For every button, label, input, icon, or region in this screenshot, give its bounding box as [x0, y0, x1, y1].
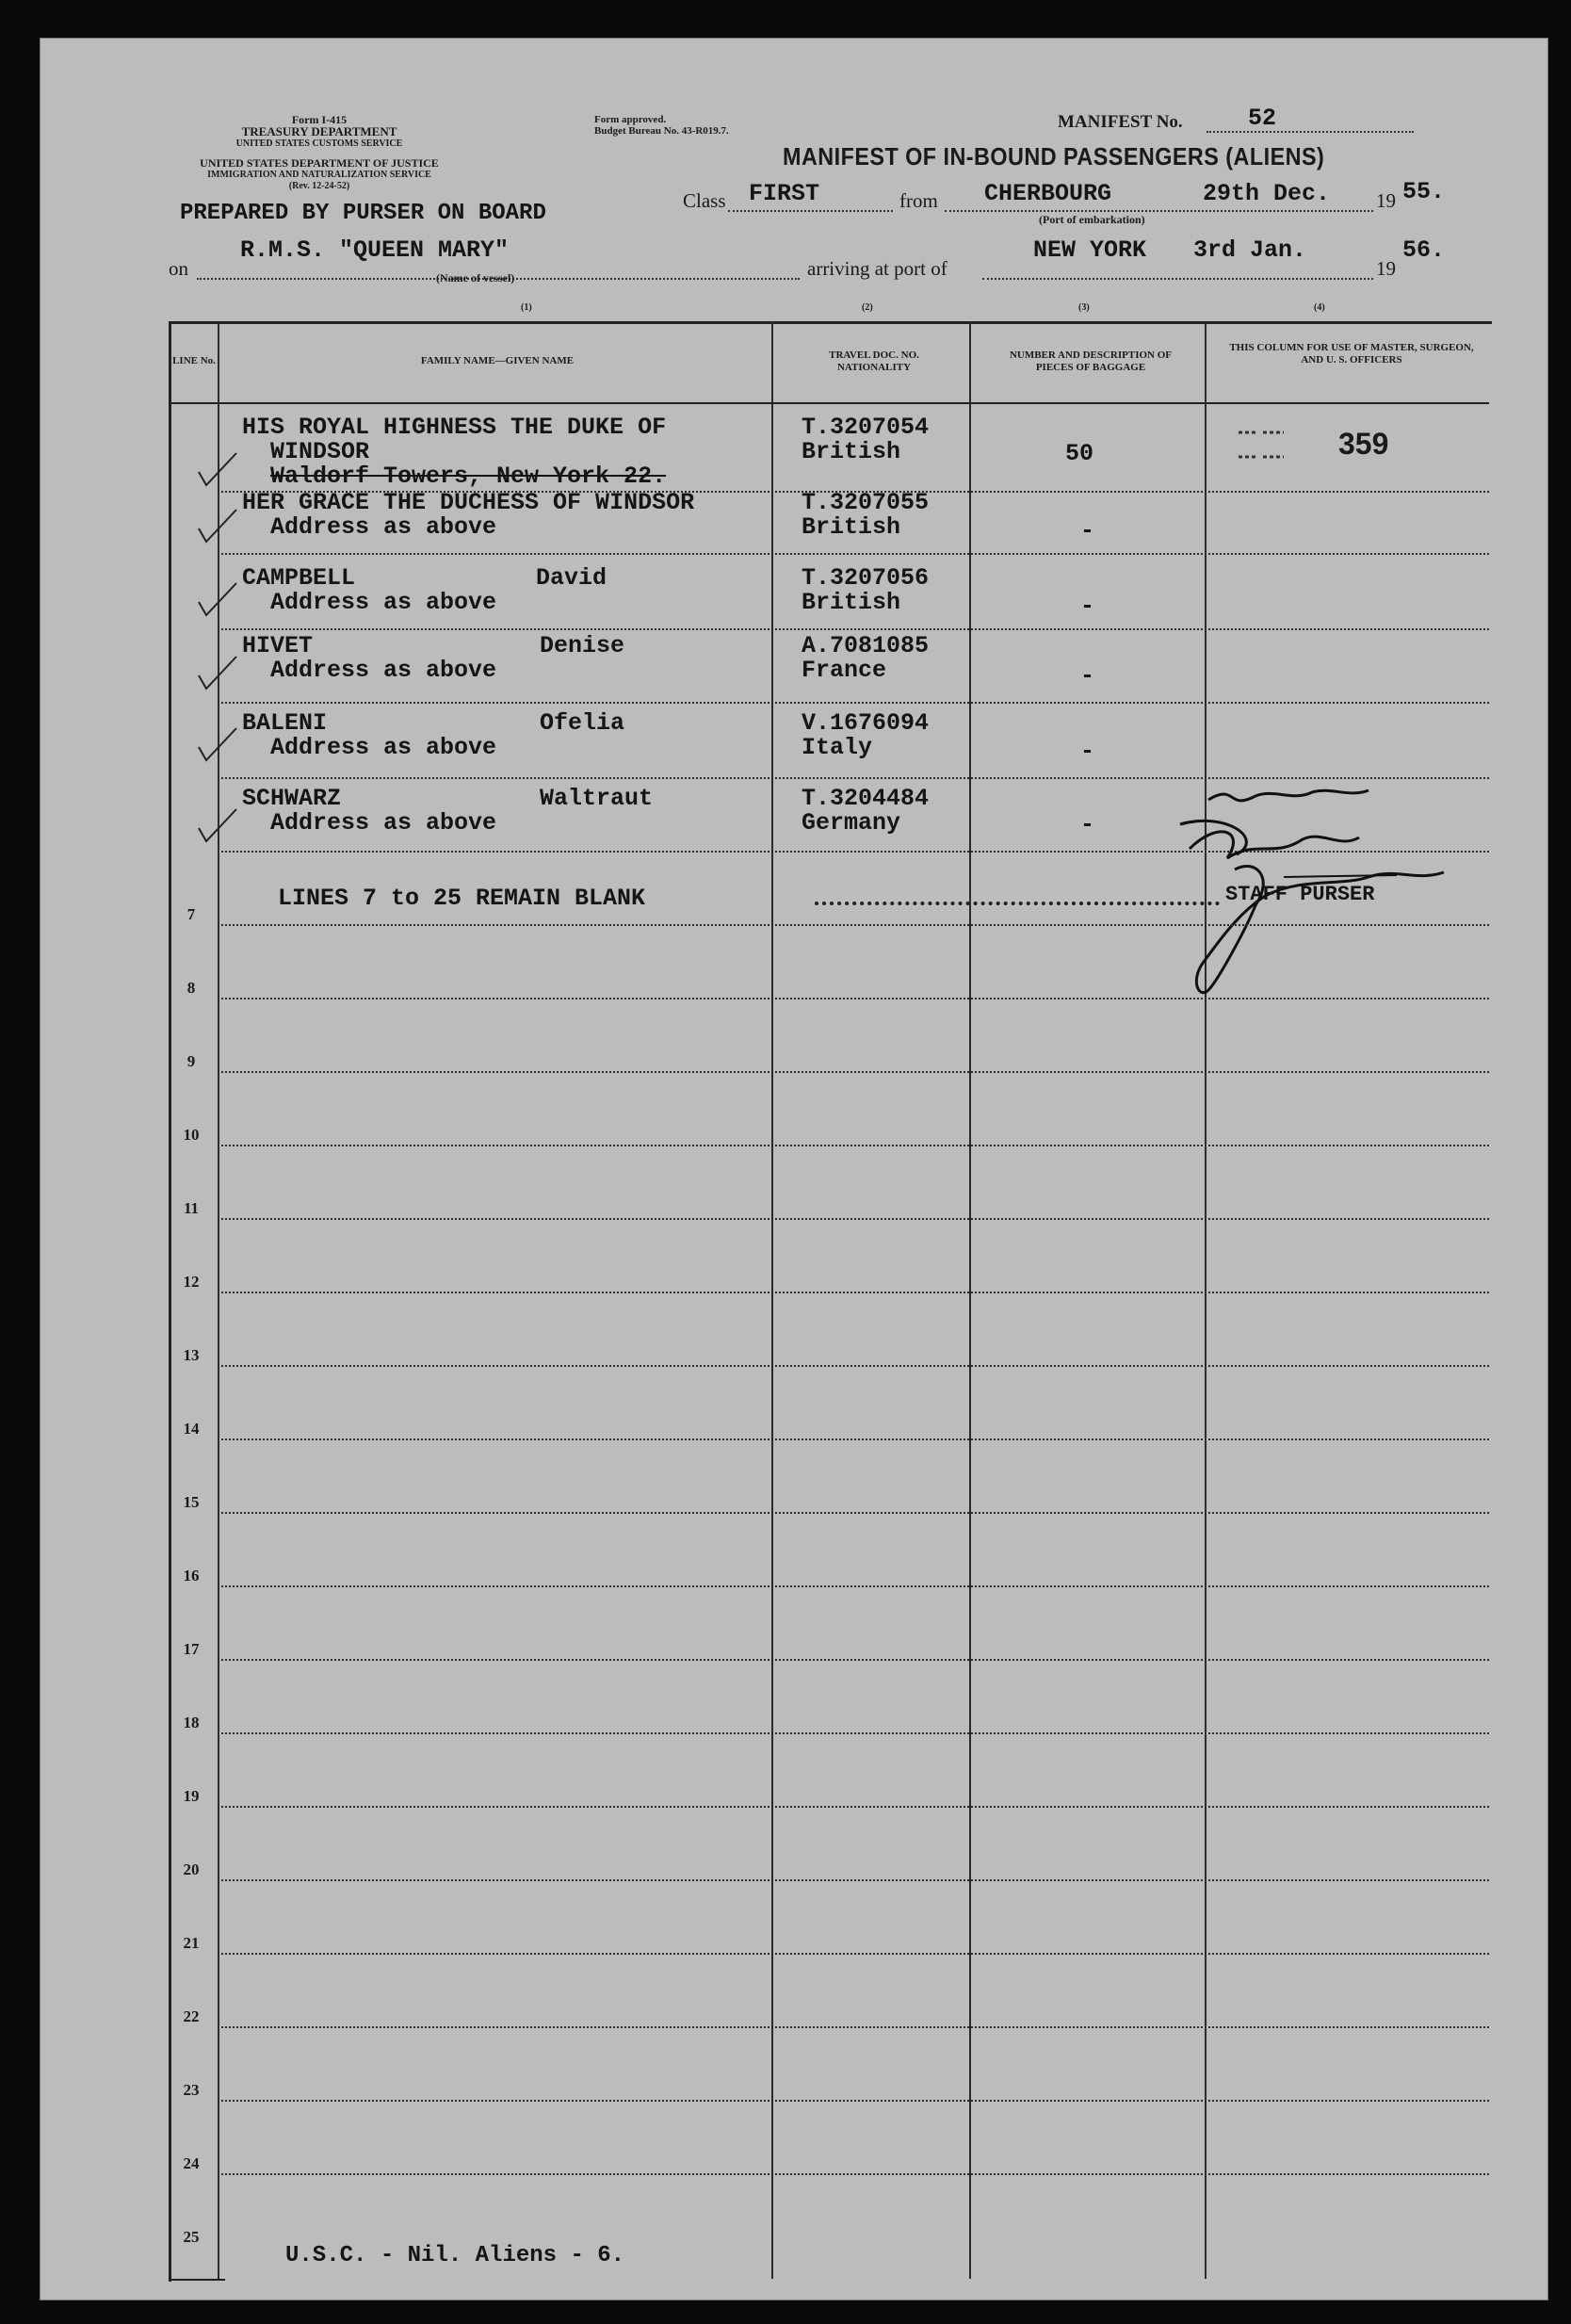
travel-doc-number: T.3204484	[802, 785, 930, 812]
baggage-count: -	[1080, 593, 1095, 620]
lines-blank-note: LINES 7 to 25 REMAIN BLANK	[278, 885, 646, 912]
passenger-address: Address as above	[270, 589, 497, 616]
vessel-name: R.M.S. "QUEEN MARY"	[240, 236, 510, 264]
footer-note: U.S.C. - Nil. Aliens - 6.	[285, 2243, 625, 2268]
from-label: from	[899, 189, 938, 212]
revision-date: (Rev. 12-24-52)	[288, 181, 350, 191]
baggage-count: -	[1080, 517, 1095, 544]
line-number: 17	[183, 1640, 200, 1658]
from-date: 29th Dec.	[1203, 180, 1331, 207]
passenger-family-name: BALENI	[242, 709, 328, 737]
line-number: 9	[186, 1052, 196, 1070]
staff-purser-label: STAFF PURSER	[1225, 883, 1375, 906]
manifest-number: 52	[1248, 105, 1277, 132]
stamp-mark	[1235, 425, 1291, 463]
header-officers: THIS COLUMN FOR USE OF MASTER, SURGEON, AND U. S. OFFICERS	[1229, 342, 1474, 366]
baggage-count: -	[1080, 738, 1095, 765]
arriving-label: arriving at port of	[807, 257, 947, 280]
column-number-3: (3)	[1078, 302, 1090, 313]
line-number: 20	[183, 1861, 200, 1878]
purser-signature	[1114, 764, 1472, 999]
port-of-embarkation-label: (Port of embarkation)	[1039, 213, 1145, 226]
passenger-name: HER GRACE THE DUCHESS OF WINDSOR	[242, 489, 695, 516]
passenger-address: Address as above	[270, 734, 497, 761]
travel-doc-number: T.3207055	[802, 489, 930, 516]
class-label: Class	[683, 189, 726, 212]
arriving-port: NEW YORK	[1033, 236, 1147, 264]
passenger-address: Address as above	[270, 657, 497, 684]
passenger-address: Address as above	[270, 809, 497, 837]
officer-mark: 359	[1338, 427, 1389, 461]
check-mark	[191, 574, 267, 621]
passenger-given-name: Waltraut	[540, 785, 654, 812]
arriving-year-prefix: 19	[1376, 257, 1396, 280]
travel-doc-number: T.3207054	[802, 414, 930, 441]
line-number: 21	[183, 1934, 200, 1952]
header-baggage: NUMBER AND DESCRIPTION OF PIECES OF BAGGAGE	[1009, 349, 1173, 373]
nationality: British	[802, 589, 901, 616]
line-number: 18	[183, 1714, 200, 1731]
passenger-name-cont: WINDSOR	[270, 438, 370, 465]
line-number: 8	[186, 979, 196, 997]
passenger-address: Address as above	[270, 513, 497, 541]
budget-bureau: Budget Bureau No. 43-R019.7.	[594, 125, 729, 137]
passenger-given-name: Ofelia	[540, 709, 625, 737]
column-number-1: (1)	[521, 302, 532, 313]
line-number: 15	[183, 1493, 200, 1511]
baggage-count: -	[1080, 811, 1095, 838]
form-approved: Form approved.	[594, 114, 667, 125]
class-value: FIRST	[749, 180, 820, 207]
passenger-address: Waldorf Towers, New York 22.	[270, 463, 667, 490]
check-mark	[191, 647, 267, 694]
check-mark	[191, 800, 267, 847]
travel-doc-number: T.3207056	[802, 564, 930, 592]
treasury-department: TREASURY DEPARTMENT	[241, 124, 397, 138]
arriving-date: 3rd Jan.	[1193, 236, 1307, 264]
vessel-name-label: (Name of vessel)	[436, 271, 515, 284]
passenger-given-name: David	[536, 564, 607, 592]
manifest-no-label: MANIFEST No.	[1058, 112, 1183, 132]
line-number: 11	[183, 1199, 200, 1217]
from-year: 55.	[1402, 178, 1446, 205]
prepared-by: PREPARED BY PURSER ON BOARD	[180, 201, 546, 226]
column-number-4: (4)	[1314, 302, 1325, 313]
line-number: 16	[183, 1567, 200, 1585]
check-mark	[191, 500, 267, 547]
travel-doc-number: A.7081085	[802, 632, 930, 659]
baggage-count: 50	[1065, 440, 1094, 467]
line-number: 19	[183, 1787, 200, 1805]
arriving-year: 56.	[1402, 236, 1446, 264]
line-number: 13	[183, 1346, 200, 1364]
line-number: 24	[183, 2154, 200, 2172]
baggage-count: -	[1080, 662, 1095, 690]
passenger-family-name: HIVET	[242, 632, 314, 659]
immigration-service: IMMIGRATION AND NATURALIZATION SERVICE	[207, 170, 431, 180]
department-of-justice: UNITED STATES DEPARTMENT OF JUSTICE	[200, 156, 439, 170]
passenger-name: HIS ROYAL HIGHNESS THE DUKE OF	[242, 414, 667, 441]
from-port: CHERBOURG	[984, 180, 1112, 207]
header-line-no: LINE No.	[172, 355, 216, 366]
nationality: Italy	[802, 734, 873, 761]
travel-doc-number: V.1676094	[802, 709, 930, 737]
customs-service: UNITED STATES CUSTOMS SERVICE	[235, 138, 403, 149]
line-number: 12	[183, 1273, 200, 1291]
line-number: 14	[183, 1420, 200, 1438]
nationality: Germany	[802, 809, 901, 837]
from-year-prefix: 19	[1376, 189, 1396, 212]
form-number: Form I-415	[291, 113, 348, 126]
line-number: 10	[183, 1126, 200, 1144]
line-number: 7	[186, 905, 196, 923]
header-name: FAMILY NAME—GIVEN NAME	[420, 355, 575, 366]
passenger-given-name: Denise	[540, 632, 625, 659]
column-number-2: (2)	[862, 302, 873, 313]
passenger-family-name: CAMPBELL	[242, 564, 356, 592]
check-mark	[191, 444, 267, 491]
passenger-family-name: SCHWARZ	[242, 785, 342, 812]
nationality: British	[802, 513, 901, 541]
on-label: on	[169, 257, 188, 280]
line-number: 22	[183, 2007, 200, 2025]
nationality: France	[802, 657, 887, 684]
check-mark	[191, 719, 267, 766]
manifest-sheet	[40, 38, 1548, 2300]
line-number: 25	[183, 2228, 200, 2246]
line-number: 23	[183, 2081, 200, 2099]
manifest-title: MANIFEST OF IN-BOUND PASSENGERS (ALIENS)	[783, 142, 1325, 171]
nationality: British	[802, 438, 901, 465]
header-travel-doc: TRAVEL DOC. NO. NATIONALITY	[829, 349, 919, 373]
